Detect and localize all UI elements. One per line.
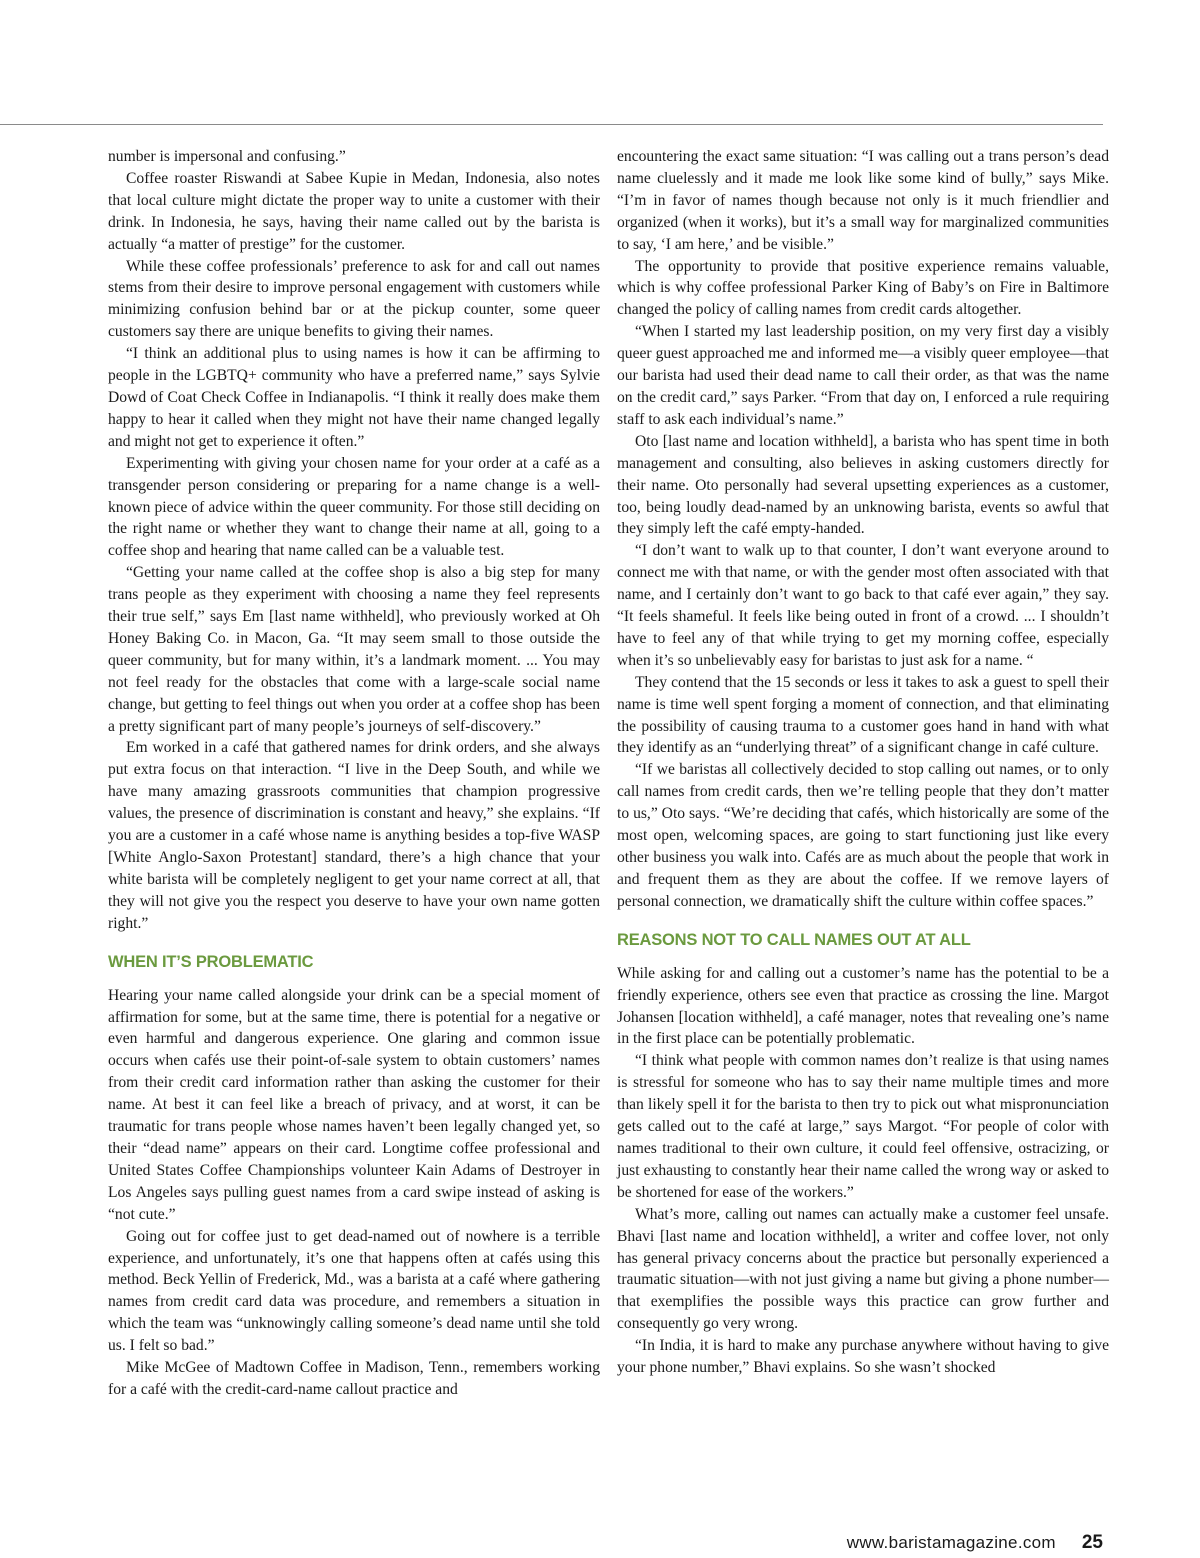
paragraph: Em worked in a café that gathered names for drink orders, and she always put extra focus on that interaction. “I live in the Deep South, and while we have many amazing grassroots communities that champion progressive values, the presence of discrimination is constant and heavy,” she explains. “If you are a customer in a café whose name is anything besides a top-five WASP [White Anglo-Saxon Protestant] standard, there’s a high chance that your white barista will be completely negligent to get your name correct at all, that they will not give you the respect you deserve to have your own name gotten right.”: [108, 739, 600, 932]
paragraph: “I don’t want to walk up to that counter, I don’t want everyone around to connect me with that name, or with the gender most often associated with that name, and I certainly don’t want to go back to that café ever again,” they say. “It feels shameful. It feels like being outed in front of a crowd. ... I shouldn’t have to feel any of that while trying to get my morning coffee, especially when it’s so unbelievably easy for baristas to just ask for a name. “: [617, 542, 1109, 669]
paragraph: Oto [last name and location withheld], a barista who has spent time in both management and consulting, also believes in asking customers directly for their name. Oto personally had several upsetting experiences as a customer, too, being loudly dead-named by an unknowing barista, events so awful that they simply left the café empty-handed.: [617, 432, 1109, 538]
paragraph: The opportunity to provide that positive experience remains valuable, which is why coffee professional Parker King of Baby’s on Fire in Baltimore changed the policy of calling names from credit cards altogether.: [617, 257, 1109, 319]
right-column: [617, 146, 1109, 1379]
paragraph: “Getting your name called at the coffee shop is also a big step for many trans people as they experiment with choosing a name they feel represents their true self,” says Em [last name withheld], who previously worked at Oh Honey Baking Co. in Macon, Ga. “It may seem small to those outside the queer community, but for many within, it’s a landmark moment. ... You may not feel ready for the obstacles that come with a large-scale social name change, but getting to feel things out when you order at a coffee shop has been a pretty significant part of many people’s journeys of self-discovery.”: [108, 564, 600, 735]
paragraph: “I think what people with common names don’t realize is that using names is stressful for someone who has to say their name multiple times and more than likely spell it for the barista to then try to pick out what mispronunciation gets called out to the café at large,” says Margot. “For people of color with names traditional to their own culture, it could feel offensive, ostracizing, or just exhausting to constantly hear their name called the wrong way or asked to be shortened for ease of the workers.”: [617, 1052, 1109, 1201]
paragraph: Experimenting with giving your chosen name for your order at a café as a transgender person considering or preparing for a name change is a well-known piece of advice within the queer community. For those still deciding on the right name or whether they want to change their name at all, going to a coffee shop and hearing that name called can be a valuable test.: [108, 454, 600, 560]
paragraph: What’s more, calling out names can actually make a customer feel unsafe. Bhavi [last name and location withheld], a writer and coffee lover, not only has general privacy concerns about the practice but personally experienced a traumatic situation—with not just giving a name but giving a phone number—that exemplifies the possible ways this practice can grow further and consequently go very wrong.: [617, 1205, 1109, 1333]
section-heading-problematic: WHEN IT’S PROBLEMATIC: [108, 952, 314, 971]
section-heading-reasons-not-to-call: REASONS NOT TO CALL NAMES OUT AT ALL: [617, 930, 971, 949]
paragraph: “In India, it is hard to make any purchase anywhere without having to give your phone number,” Bhavi explains. So she wasn’t shocked: [617, 1337, 1109, 1377]
footer-url[interactable]: www.baristamagazine.com: [846, 1533, 1056, 1552]
paragraph: encountering the exact same situation: “I was calling out a trans person’s dead name cluelessly and it made me look like some kind of bully,” says Mike. “I’m in favor of names though because not only is it much friendlier and organized (when it works), but it’s a small way for marginalized communities to say, ‘I am here,’ and be visible.”: [617, 148, 1109, 253]
page-footer: [847, 1532, 1103, 1554]
paragraph: Mike McGee of Madtown Coffee in Madison, Tenn., remembers working for a café with the credit-card-name callout practice and: [108, 1359, 600, 1398]
paragraph: Coffee roaster Riswandi at Sabee Kupie in Medan, Indonesia, also notes that local culture might dictate the proper way to unite a customer with their drink. In Indonesia, he says, having their name called out by the barista is actually “a matter of prestige” for the customer.: [108, 169, 600, 253]
page-number: 25: [1081, 1532, 1103, 1553]
paragraph: While these coffee professionals’ preference to ask for and call out names stems from their desire to improve personal engagement with customers while minimizing confusion behind bar or at the pickup counter, some queer customers say there are unique benefits to giving their names.: [108, 257, 600, 341]
paragraph: While asking for and calling out a customer’s name has the potential to be a friendly experience, others see even that practice as crossing the line. Margot Johansen [location withheld], a café manager, notes that revealing one’s name in the first place can be potentially problematic.: [617, 964, 1109, 1048]
paragraph: Going out for coffee just to get dead-named out of nowhere is a terrible experience, and unfortunately, it’s one that happens often at cafés using this method. Beck Yellin of Frederick, Md., was a barista at a café where gathering names from credit card data was procedure, and remembers a situation in which the team was “unknowingly calling someone’s dead name until she told us. I felt so bad.”: [108, 1227, 600, 1355]
paragraph: Hearing your name called alongside your drink can be a special moment of affirmation for some, but at the same time, there is potential for a negative or even harmful and dangerous experience. One glaring and common issue occurs when cafés use their point-of-sale system to obtain customers’ names from their credit card information rather than asking the customer for their name. At best it can feel like a breach of privacy, and at worst, it can be traumatic for trans people whose names haven’t been legally changed yet, so their “dead name” appears on their card. Longtime coffee professional and United States Coffee Championships volunteer Kain Adams of Destroyer in Los Angeles says pulling guest names from a card swipe instead of asking is “not cute.”: [108, 986, 600, 1223]
paragraph: “I think an additional plus to using names is how it can be affirming to people in the LGBTQ+ community who have a preferred name,” says Sylvie Dowd of Coat Check Coffee in Indianapolis. “I think it really does make them happy to hear it called when they might not have their name changed legally and might not get to experience it often.”: [108, 345, 600, 450]
paragraph: They contend that the 15 seconds or less it takes to ask a guest to spell their name is time well spent forging a moment of connection, and that eliminating the possibility of causing trauma to a customer goes hand in hand with what they identify as an “underlying threat” of a significant change in café culture.: [617, 673, 1109, 757]
paragraph: “When I started my last leadership position, on my very first day a visibly queer guest approached me and informed me—a visibly queer employee—that our barista had used their dead name to call their order, as that was the name on the credit card,” says Parker. “From that day on, I enforced a rule requiring staff to ask each individual’s name.”: [617, 323, 1109, 428]
left-column: [108, 146, 600, 1401]
header-rule: [0, 124, 1103, 125]
paragraph: “If we baristas all collectively decided to stop calling out names, or to only call names from credit cards, then we’re telling people that they don’t matter to us,” Oto says. “We’re deciding that cafés, which historically are some of the most open, welcoming spaces, are going to start functioning just like every other business you walk into. Cafés are as much about the people that work in and frequent them as they are about the coffee. If we remove layers of personal connection, we dramatically shift the culture within coffee spaces.”: [617, 761, 1109, 910]
paragraph: number is impersonal and confusing.”: [108, 148, 346, 165]
